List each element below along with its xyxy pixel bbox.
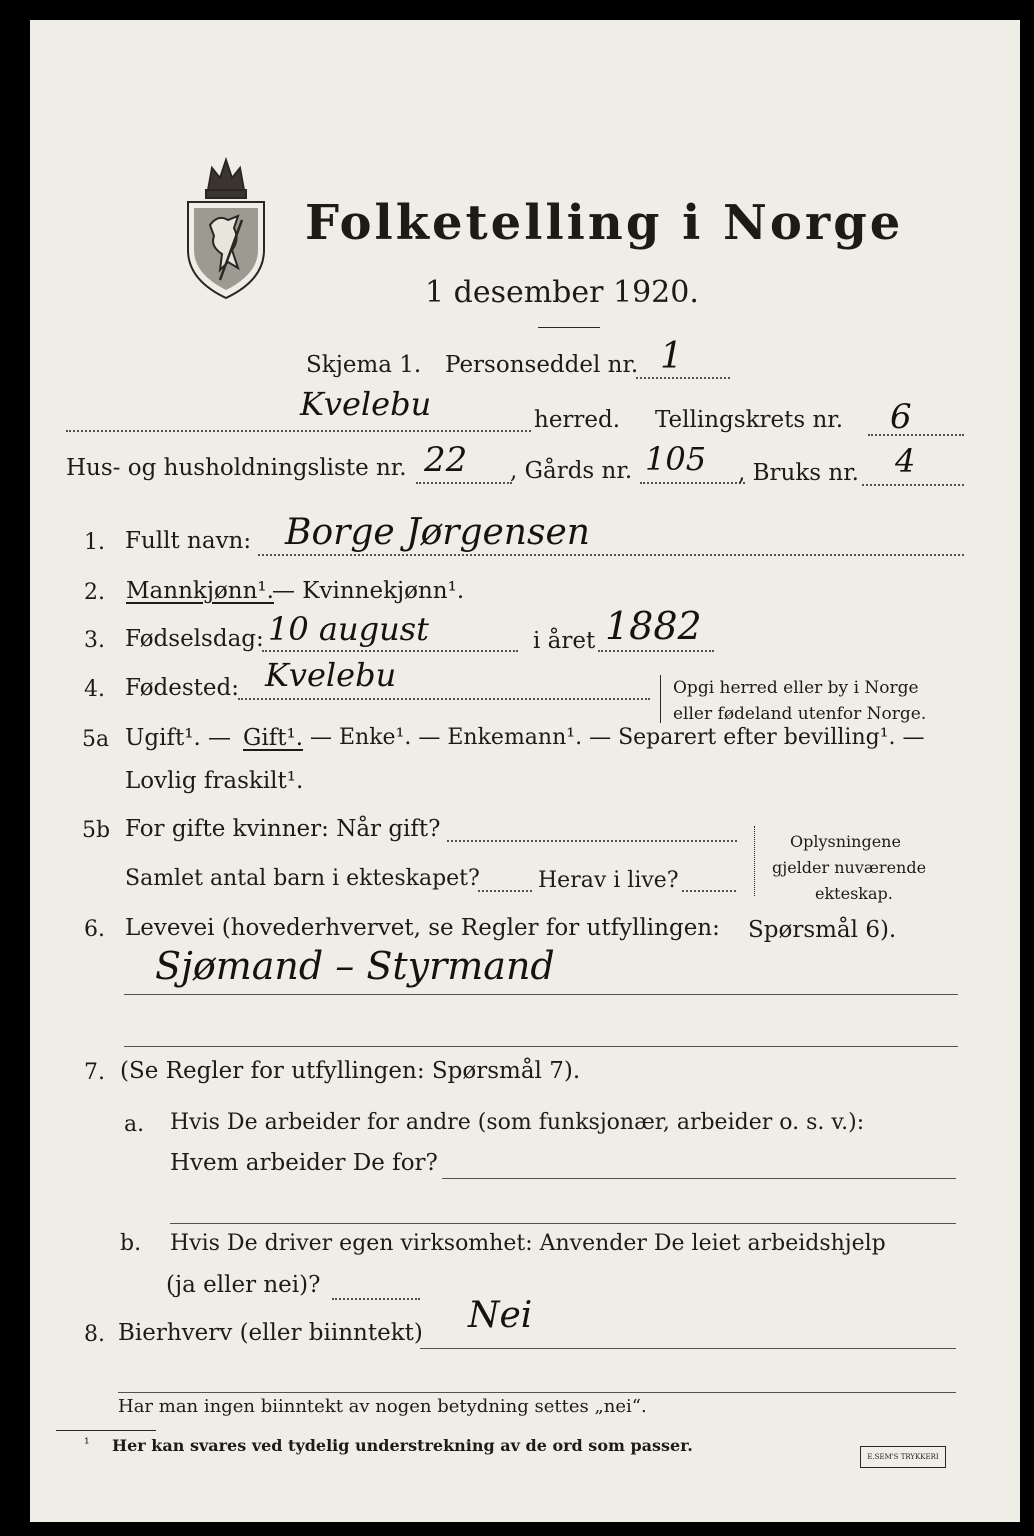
q3-label: Fødselsdag: bbox=[125, 626, 264, 652]
q1-number: 1. bbox=[84, 530, 105, 555]
birth-year-value: 1882 bbox=[605, 604, 702, 648]
title-divider bbox=[538, 327, 600, 328]
q7b-letter: b. bbox=[120, 1231, 142, 1256]
hus-field[interactable] bbox=[416, 482, 512, 484]
birthplace-value: Kvelebu bbox=[265, 656, 397, 694]
q7a-letter: a. bbox=[124, 1112, 145, 1137]
q5b-alive-label: Herav i live? bbox=[538, 868, 679, 893]
hired-help-field[interactable] bbox=[332, 1298, 420, 1300]
footnote-mark: ¹ bbox=[84, 1436, 90, 1452]
q6-reference: Spørsmål 6). bbox=[748, 917, 897, 943]
children-count-field[interactable] bbox=[478, 890, 532, 892]
q2-male-option[interactable]: Mannkjønn¹. bbox=[126, 578, 274, 604]
personseddel-label: Personseddel nr. bbox=[445, 352, 639, 378]
occupation-field-2[interactable] bbox=[124, 1046, 958, 1047]
personseddel-value: 1 bbox=[660, 336, 683, 377]
q5b-line1: For gifte kvinner: Når gift? bbox=[125, 816, 441, 842]
printer-stamp-text: E.SEM'S TRYKKERI bbox=[867, 1453, 939, 1461]
tellingskrets-field[interactable] bbox=[868, 434, 964, 436]
q7a-line1: Hvis De arbeider for andre (som funksjonær, arbeider o. s. v.): bbox=[170, 1110, 865, 1135]
q2-female-option[interactable]: — Kvinnekjønn¹. bbox=[272, 578, 465, 604]
q4-note-line2: eller fødeland utenfor Norge. bbox=[673, 704, 927, 724]
birthday-field[interactable] bbox=[262, 650, 518, 652]
census-date: 1 desember 1920. bbox=[425, 275, 699, 310]
herred-label: herred. bbox=[534, 407, 621, 433]
bruks-value: 4 bbox=[895, 442, 916, 480]
q4-label: Fødested: bbox=[125, 675, 240, 701]
skjema-label: Skjema 1. bbox=[306, 352, 422, 378]
gards-field[interactable] bbox=[640, 482, 745, 484]
q8-number: 8. bbox=[84, 1322, 105, 1347]
q5a-ugift-option[interactable]: Ugift¹. — bbox=[125, 725, 232, 751]
occupation-field-1[interactable] bbox=[124, 994, 958, 995]
q5b-brace bbox=[754, 826, 765, 896]
q4-brace bbox=[660, 675, 671, 723]
hus-label: Hus- og husholdningsliste nr. bbox=[66, 455, 407, 481]
q5a-other-options[interactable]: — Enke¹. — Enkemann¹. — Separert efter bevilling¹. — bbox=[310, 725, 925, 750]
q6-number: 6. bbox=[84, 917, 105, 942]
q4-number: 4. bbox=[84, 677, 105, 702]
birthday-value: 10 august bbox=[268, 610, 429, 648]
q5a-fraskilt-option[interactable]: Lovlig fraskilt¹. bbox=[125, 768, 304, 794]
q2-number: 2. bbox=[84, 580, 105, 605]
q5b-note-line2: gjelder nuværende bbox=[772, 858, 927, 877]
q5b-number: 5b bbox=[82, 818, 111, 843]
q5b-line2: Samlet antal barn i ekteskapet? bbox=[125, 866, 480, 891]
birthplace-field[interactable] bbox=[238, 698, 650, 700]
q5b-note-line3: ekteskap. bbox=[815, 884, 893, 903]
q7a-line2: Hvem arbeider De for? bbox=[170, 1150, 438, 1176]
q8-label: Bierhverv (eller biinntekt) bbox=[118, 1320, 423, 1346]
q5b-note-line1: Oplysningene bbox=[790, 832, 901, 851]
side-income-field-2[interactable] bbox=[118, 1392, 956, 1393]
q7-number: 7. bbox=[84, 1060, 105, 1085]
form-title: Folketelling i Norge bbox=[305, 195, 904, 251]
printer-stamp bbox=[860, 1446, 946, 1468]
employer-field-1[interactable] bbox=[442, 1178, 956, 1179]
herred-field[interactable] bbox=[66, 430, 531, 432]
q1-label: Fullt navn: bbox=[125, 528, 252, 554]
full-name-field[interactable] bbox=[258, 554, 964, 556]
hus-value: 22 bbox=[424, 440, 468, 480]
q5a-number: 5a bbox=[82, 727, 110, 752]
married-when-field[interactable] bbox=[447, 840, 737, 842]
occupation-value: Sjømand – Styrmand bbox=[155, 944, 555, 988]
footer-note: Har man ingen biinntekt av nogen betydning settes „nei“. bbox=[118, 1396, 647, 1417]
q6-label: Levevei (hovederhvervet, se Regler for utfyllingen: bbox=[125, 915, 720, 941]
footnote-text: Her kan svares ved tydelig understrekning av de ord som passer. bbox=[112, 1436, 693, 1455]
tellingskrets-value: 6 bbox=[890, 397, 912, 437]
full-name-value: Borge Jørgensen bbox=[285, 512, 590, 553]
q5a-gift-option[interactable]: Gift¹. bbox=[243, 725, 304, 751]
personseddel-field[interactable] bbox=[636, 377, 730, 379]
children-alive-field[interactable] bbox=[682, 890, 736, 892]
footnote-divider bbox=[56, 1430, 156, 1431]
herred-value: Kvelebu bbox=[300, 385, 432, 423]
birth-year-field[interactable] bbox=[598, 650, 714, 652]
side-income-field-1[interactable] bbox=[420, 1348, 956, 1349]
gards-label: , Gårds nr. bbox=[510, 458, 633, 484]
employer-field-2[interactable] bbox=[170, 1223, 956, 1224]
side-income-value: Nei bbox=[468, 1295, 533, 1336]
q3-number: 3. bbox=[84, 628, 105, 653]
q4-note-line1: Opgi herred eller by i Norge bbox=[673, 678, 919, 698]
gards-value: 105 bbox=[645, 440, 707, 478]
q3-year-label: i året bbox=[533, 628, 596, 654]
q7b-line1: Hvis De driver egen virksomhet: Anvender De leiet arbeidshjelp bbox=[170, 1231, 886, 1256]
norwegian-coat-of-arms-icon bbox=[180, 150, 272, 300]
q7-label: (Se Regler for utfyllingen: Spørsmål 7). bbox=[120, 1058, 581, 1084]
bruks-label: , Bruks nr. bbox=[738, 460, 859, 486]
bruks-field[interactable] bbox=[862, 484, 964, 486]
q7b-line2: (ja eller nei)? bbox=[166, 1272, 321, 1298]
tellingskrets-label: Tellingskrets nr. bbox=[655, 407, 844, 433]
